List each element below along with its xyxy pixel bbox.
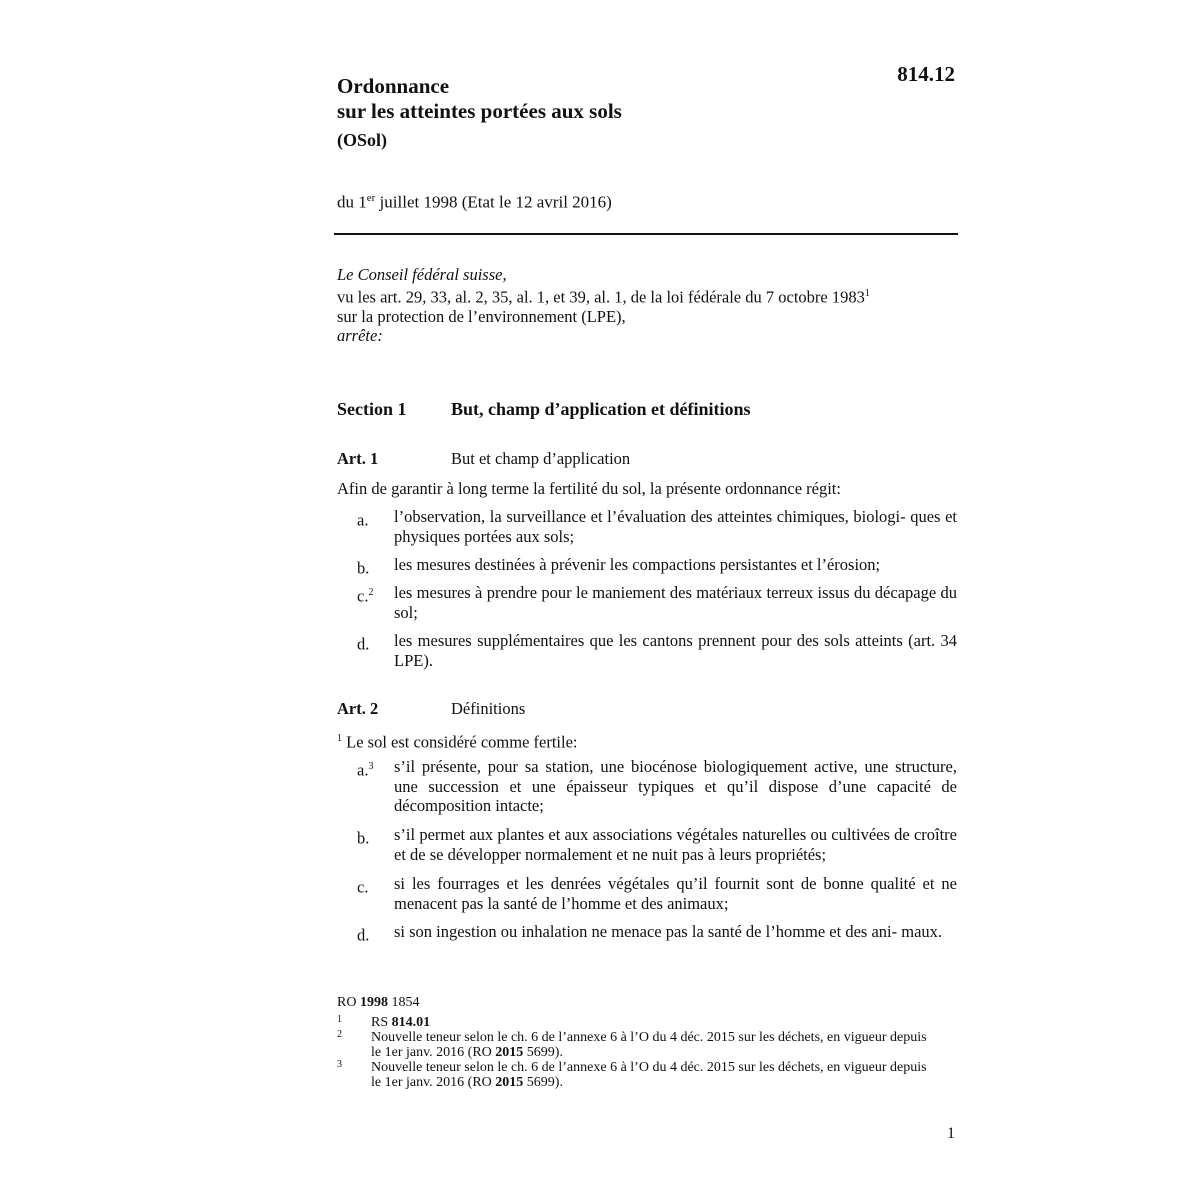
title-line-2: sur les atteintes portées aux sols: [337, 99, 622, 123]
official-compilation-reference: RO 1998 1854: [337, 995, 420, 1010]
preamble-legal-basis: vu les art. 29, 33, al. 2, 35, al. 1, et 39, al. 1, de la loi fédérale du 7 octobre 1983$^1$ sur la protection de l’environnement (LPE),: [337, 287, 870, 326]
title-abbreviation: (OSol): [337, 130, 388, 150]
enactment-date: du 1er juillet 1998 (Etat le 12 avril 2016): [337, 192, 612, 212]
footnote-ref-1: 1: [864, 288, 870, 299]
header-divider: [334, 233, 958, 235]
paragraph-number: 1: [337, 733, 342, 744]
article-number: Art. 2: [337, 699, 379, 718]
list-item: d. les mesures supplémentaires que les cantons prennent pour des sols atteints (art. 34 LPE).: [357, 631, 957, 670]
footnote: 1 RS 814.01: [337, 1014, 431, 1030]
article-title: Définitions: [451, 699, 526, 718]
article-title: But et champ d’application: [451, 449, 631, 468]
list-item: d. si son ingestion ou inhalation ne menace pas la santé de l’homme et des ani- maux.: [357, 922, 943, 945]
article-1-heading: [337, 449, 957, 469]
document-title: [337, 74, 857, 153]
section-1-heading: [337, 399, 957, 420]
list-item: c. si les fourrages et les denrées végétales qu’il fournit sont de bonne qualité et ne menacent pas la santé de l’homme et des animaux;: [357, 874, 957, 913]
preamble-authority: Le Conseil fédéral suisse,: [337, 265, 507, 284]
footnote: 3 Nouvelle teneur selon le ch. 6 de l’annexe 6 à l’O du 4 déc. 2015 sur les déchets, en vigueur depuis le 1er janv. 2016 (RO 2015 5699).: [337, 1059, 927, 1090]
title-line-1: Ordonnance: [337, 74, 450, 98]
sr-number: 814.12: [897, 62, 955, 86]
list-item: a.$^3$ s’il présente, pour sa station, une biocénose biologiquement active, une structure, une succession et une épaisseur typiques et qu’il dispose d’une capacité de décomposition intacte;: [357, 757, 957, 815]
list-item: b. s’il permet aux plantes et aux associations végétales naturelles ou cultivées de croître et de se développer normalement et ne nuit pas à leurs propriétés;: [357, 825, 957, 864]
section-title: But, champ d’application et définitions: [451, 399, 751, 419]
article-number: Art. 1: [337, 449, 379, 468]
footnote: 2 Nouvelle teneur selon le ch. 6 de l’annexe 6 à l’O du 4 déc. 2015 sur les déchets, en vigueur depuis le 1er janv. 2016 (RO 2015 5699).: [337, 1029, 927, 1060]
section-number: Section 1: [337, 399, 407, 419]
preamble: [337, 265, 957, 345]
list-item: a. l’observation, la surveillance et l’évaluation des atteintes chimiques, biologi- ques et physiques portées aux sols;: [357, 507, 957, 546]
list-item: b. les mesures destinées à prévenir les compactions persistantes et l’érosion;: [357, 555, 881, 578]
preamble-decree: arrête:: [337, 325, 383, 345]
page-number: 1: [947, 1125, 955, 1142]
footnotes: [337, 995, 927, 1090]
article-2-heading: [337, 699, 957, 719]
article-2-intro: $^1$ Le sol est considéré comme fertile:: [337, 732, 578, 752]
list-item: c.$^2$ les mesures à prendre pour le maniement des matériaux terreux issus du décapage du sol;: [357, 583, 957, 622]
article-1-intro: Afin de garantir à long terme la fertilité du sol, la présente ordonnance régit:: [337, 479, 841, 498]
